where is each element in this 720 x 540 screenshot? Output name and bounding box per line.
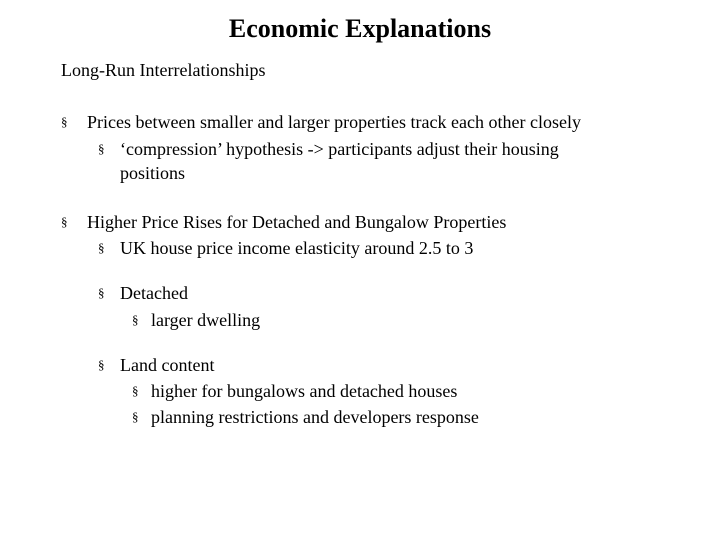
slide-title: Economic Explanations [228, 14, 492, 43]
sub-sub-bullet-item [132, 405, 631, 429]
sub-bullet-item [98, 137, 612, 185]
sub-bullet-item [98, 281, 630, 305]
section-bullet-icon: § [132, 312, 139, 327]
bullet-text: ‘compression’ hypothesis -> participants adjust their housing positions [120, 139, 559, 183]
section-bullet-icon: § [98, 357, 105, 372]
bullet-text: Prices between smaller and larger properties track each other closely [87, 112, 581, 132]
bullet-text: UK house price income elasticity around 2.5 to 3 [120, 238, 474, 258]
bullet-text: Higher Price Rises for Detached and Bungalow Properties [87, 212, 507, 232]
bullet-item [61, 210, 667, 234]
bullet-text: higher for bungalows and detached houses [151, 381, 458, 401]
sub-bullet-item [98, 236, 630, 260]
slide-subtitle: Long-Run Interrelationships [61, 60, 266, 80]
section-bullet-icon: § [98, 285, 105, 300]
section-bullet-icon: § [61, 114, 68, 129]
section-bullet-icon: § [98, 141, 105, 156]
bullet-text: Land content [120, 355, 215, 375]
section-bullet-icon: § [132, 383, 139, 398]
section-bullet-icon: § [98, 240, 105, 255]
sub-sub-bullet-item [132, 379, 631, 403]
bullet-item [61, 110, 667, 134]
sub-bullet-item [98, 353, 630, 377]
bullet-text: larger dwelling [151, 310, 261, 330]
bullet-text: planning restrictions and developers response [151, 407, 479, 427]
section-bullet-icon: § [61, 214, 68, 229]
section-bullet-icon: § [132, 409, 139, 424]
bullet-text: Detached [120, 283, 188, 303]
sub-sub-bullet-item [132, 308, 631, 332]
